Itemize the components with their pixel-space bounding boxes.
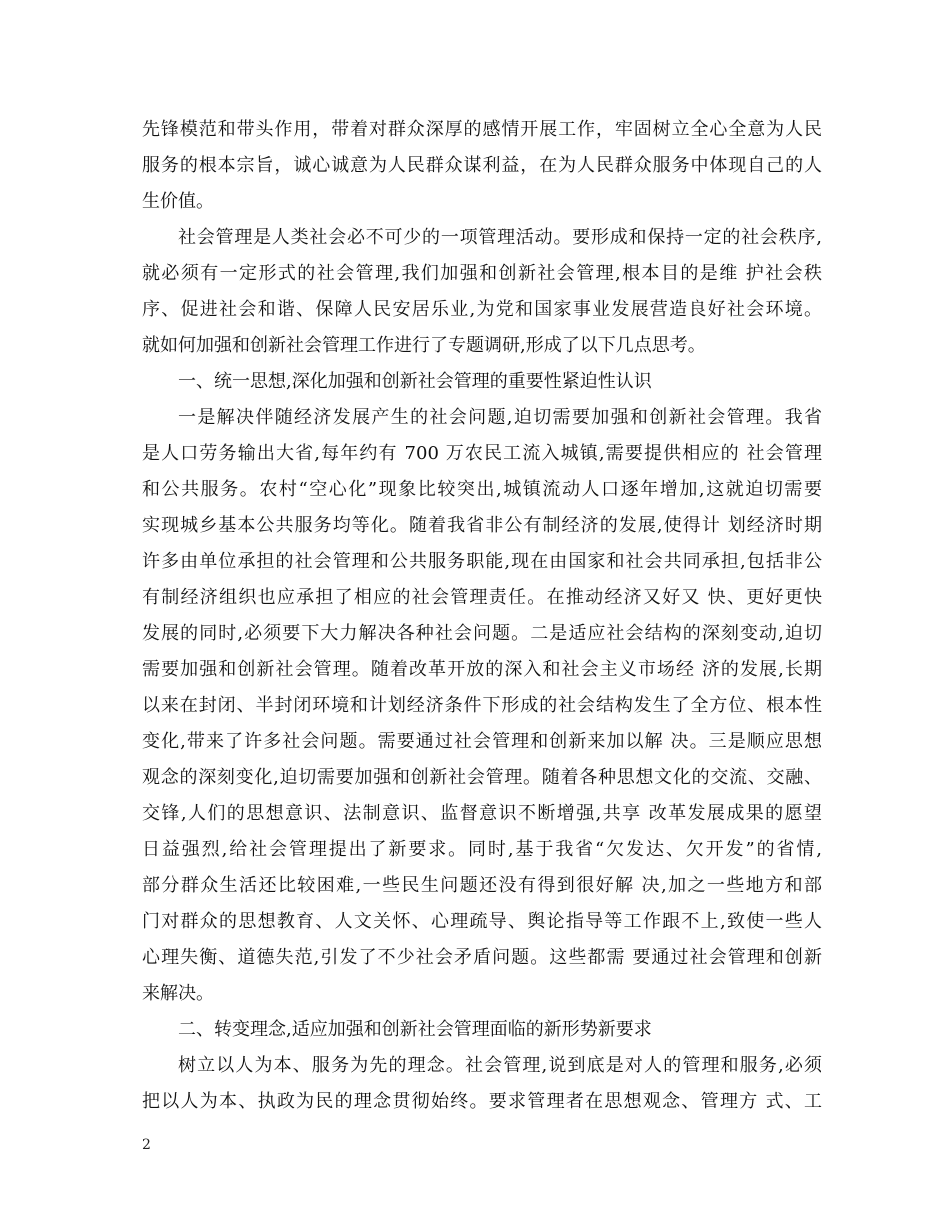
text-line: 变化,带来了许多社会问题。需要通过社会管理和创新来加以解 决。三是顺应思想 xyxy=(142,731,822,752)
text-line: 和公共服务。农村“空心化”现象比较突出,城镇流动人口逐年增加,这就迫切需要 xyxy=(142,479,822,500)
text-line: 先锋模范和带头作用，带着对群众深厚的感情开展工作，牢固树立全心全意为人民 xyxy=(142,119,822,140)
text-line: 服务的根本宗旨，诚心诚意为人民群众谋利益，在为人民群众服务中体现自己的人 xyxy=(142,155,822,176)
text-line: 序、促进社会和谐、保障人民安居乐业,为党和国家事业发展营造良好社会环境。 xyxy=(142,299,822,320)
text-line: 是人口劳务输出大省,每年约有 700 万农民工流入城镇,需要提供相应的 社会管理 xyxy=(142,443,822,464)
text-line: 日益强烈,给社会管理提出了新要求。同时,基于我省“欠发达、欠开发”的省情, xyxy=(142,839,822,860)
section-heading-1: 一、统一思想,深化加强和创新社会管理的重要性紧迫性认识 xyxy=(178,371,652,392)
text-line: 心理失衡、道德失范,引发了不少社会矛盾问题。这些都需 要通过社会管理和创新 xyxy=(142,947,822,968)
text-line: 把以人为本、执政为民的理念贯彻始终。要求管理者在思想观念、管理方 式、工 xyxy=(142,1091,822,1112)
paragraph-start-line: 一是解决伴随经济发展产生的社会问题,迫切需要加强和创新社会管理。我省 xyxy=(178,407,822,428)
paragraph-start-line: 社会管理是人类社会必不可少的一项管理活动。要形成和保持一定的社会秩序, xyxy=(178,227,822,248)
text-line: 需要加强和创新社会管理。随着改革开放的深入和社会主义市场经 济的发展,长期 xyxy=(142,659,822,680)
text-line: 门对群众的思想教育、人文关怀、心理疏导、舆论指导等工作跟不上,致使一些人 xyxy=(142,911,822,932)
text-line: 交锋,人们的思想意识、法制意识、监督意识不断增强,共享 改革发展成果的愿望 xyxy=(142,803,822,824)
text-line: 许多由单位承担的社会管理和公共服务职能,现在由国家和社会共同承担,包括非公 xyxy=(142,551,822,572)
text-line: 生价值。 xyxy=(142,191,214,212)
section-heading-2: 二、转变理念,适应加强和创新社会管理面临的新形势新要求 xyxy=(178,1019,652,1040)
text-line: 就必须有一定形式的社会管理,我们加强和创新社会管理,根本目的是维 护社会秩 xyxy=(142,263,822,284)
text-line: 发展的同时,必须要下大力解决各种社会问题。二是适应社会结构的深刻变动,迫切 xyxy=(142,623,822,644)
text-line: 实现城乡基本公共服务均等化。随着我省非公有制经济的发展,使得计 划经济时期 xyxy=(142,515,822,536)
paragraph-start-line: 树立以人为本、服务为先的理念。社会管理,说到底是对人的管理和服务,必须 xyxy=(178,1055,822,1076)
page-number: 2 xyxy=(142,1137,151,1153)
text-line: 部分群众生活还比较困难,一些民生问题还没有得到很好解 决,加之一些地方和部 xyxy=(142,875,822,896)
body-text xyxy=(142,112,822,1120)
text-line: 以来在封闭、半封闭环境和计划经济条件下形成的社会结构发生了全方位、根本性 xyxy=(142,695,822,716)
text-line: 观念的深刻变化,迫切需要加强和创新社会管理。随着各种思想文化的交流、交融、 xyxy=(142,767,822,788)
text-line: 来解决。 xyxy=(142,983,214,1004)
text-line: 就如何加强和创新社会管理工作进行了专题调研,形成了以下几点思考。 xyxy=(142,335,706,356)
text-line: 有制经济组织也应承担了相应的社会管理责任。在推动经济又好又 快、更好更快 xyxy=(142,587,822,608)
